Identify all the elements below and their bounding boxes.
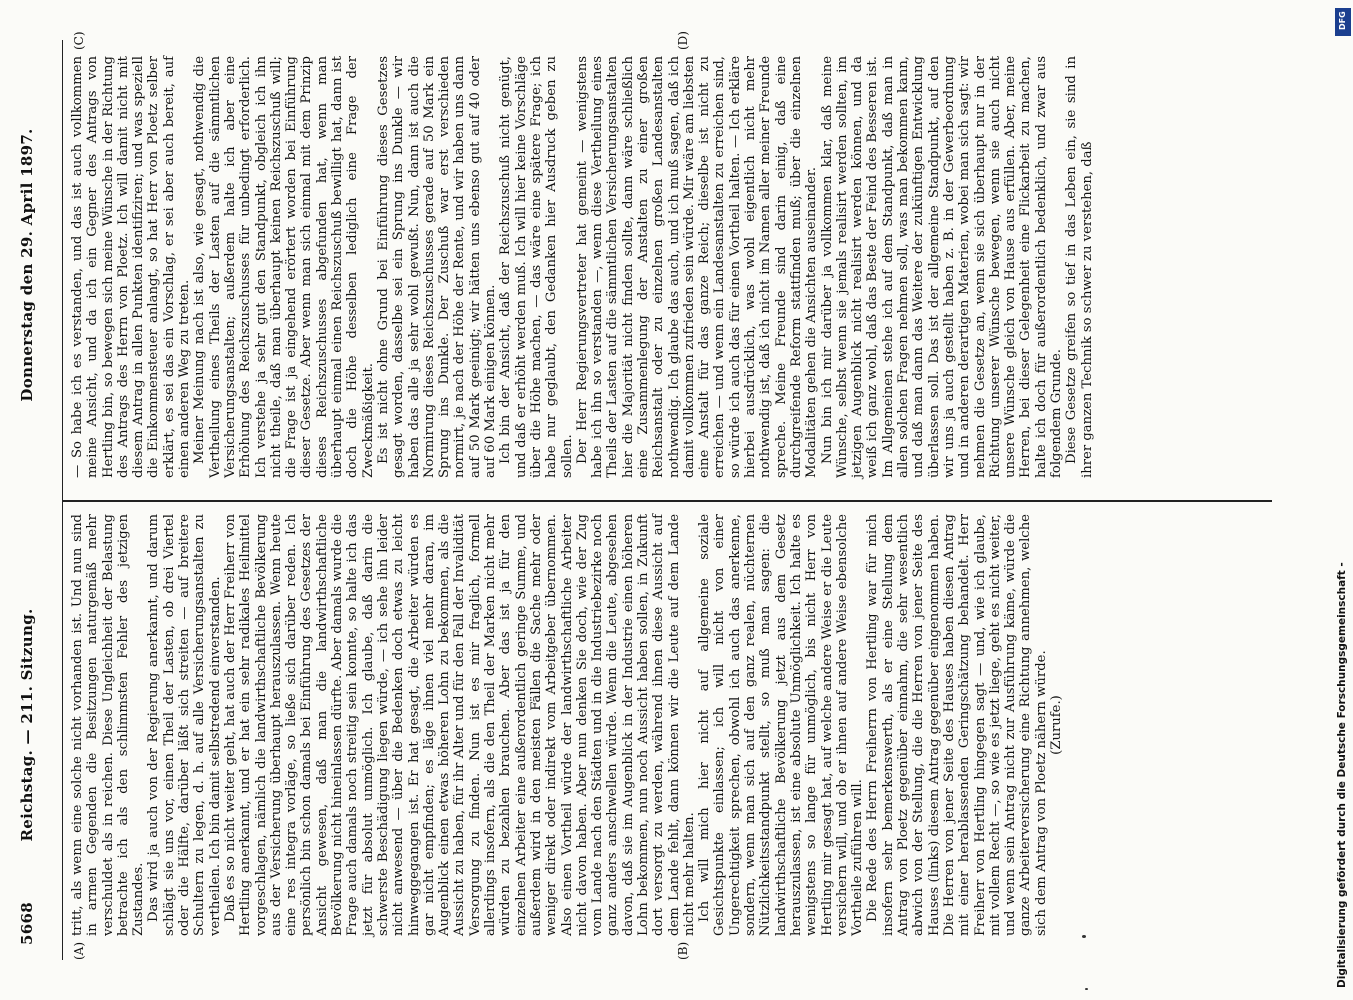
paragraph: Der Herr Regierungsvertreter hat gemeint — wenigstens habe ich ihn so verstanden —, wenn diese Vertheilung eines Theils der Lasten auf die sämmtlichen Versicherungsanstalten hier die Majorität nicht finden sollte, dann wäre schließlich eine Zusammenlegung der Anstalten zu einer großen Reichsanstalt oder zu einzelnen großen Landesanstalten nothwendig. Ich glaube das auch, und ich muß sagen, daß ich damit vollkommen zufrieden sein würde. Mir wäre am liebsten eine Anstalt für das ganze Reich; dieselbe ist nicht zu erreichen — und wenn ein Landesanstalten zu erreichen sind, so würde ich auch das für einen Vortheil halten. — Ich erkläre hierbei ausdrücklich, was wohl eigentlich nicht mehr nothwendig ist, daß ich nicht im Namen aller meiner Freunde spreche. Meine Freunde sind darin einig, daß eine durchgreifende Reform stattfinden muß; über die einzelnen Modalitäten gehen die Ansichten auseinander. [574,56,820,478]
margin-mark-d: (D) [676,31,690,50]
dfg-logo-text: DFG [1338,11,1347,30]
page-number: 5668 [18,902,36,945]
scan-speck [1082,935,1086,938]
margin-mark-a: (A) [72,941,86,960]
paragraph: — So habe ich es verstanden, und das ist auch vollkommen meine Ansicht, und da ich ein Gegner des Antrags von Hertling bin, so bewegen sich meine Wünsche in der Richtung des Antrags des Herrn von Ploetz. Ich will damit nicht mit diesem Antrag in allen Punkten identifiziren; und was speziell die Einkommensteuer anlangt, so hat Herr von Ploetz selber erklärt, es sei das ein Vorschlag, er sei aber auch bereit, auf einen anderen Weg zu treten. [70,56,193,478]
paragraph: Daß es so nicht weiter geht, hat auch der Herr Freiherr von Hertling anerkannt, und er hat ein sehr radikales Heilmittel vorgeschlagen, nämlich die landwirthschaftliche Bevölkerung aus der Versicherung überhaupt herauszulassen. Wenn heute eine res integra vorläge, so ließe sich darüber reden. Ich persönlich bin schon damals bei Einführung des Gesetzes der Ansicht gewesen, daß man die landwirthschaftliche Bevölkerung nicht hineinlassen dürfte. Aber damals wurde die Frage auch damals noch streitig sein konnte, so halte ich das jetzt für absolut unmöglich. Ich glaube, daß darin die schwerste Beschädigung liegen würde, — ich sehe ihn leider nicht anwesend — über die Bedenken doch etwas zu leicht hinweggegangen ist. Er hat gesagt, die Arbeiter würden es gar nicht empfinden; es läge ihnen viel mehr daran, im Augenblick einen etwas höheren Lohn zu bekommen, als die Aussicht zu haben, für ihr Alter und für den Fall der Invalidität Versorgung zu finden. Nun ist es mir fraglich, formell allerdings insofern, als die den Theil der Marken nicht mehr würden zu bezahlen brauchen. Aber das ist ja für den einzelnen Arbeiter eine außerordentlich geringe Summe, und außerdem wird in den meisten Fällen die Sache mehr oder weniger direkt oder indirekt vom Arbeitgeber übernommen. Also einen Vortheil würde der landwirthschaftliche Arbeiter nicht davon haben. Aber nun denken Sie doch, wie der Zug vom Lande nach den Städten und in die Industriebezirke noch ganz anders anschwellen würde. Wenn die Leute, abgesehen davon, daß sie im Augenblick in der Industrie einen höheren Lohn bekommen, nun noch Aussicht haben sollen, in Zukunft dort versorgt zu werden, während ihnen diese Aussicht auf dem Lande fehlt, dann können wir die Leute auf dem Lande nicht mehr halten. [222,514,697,936]
column-divider [62,500,1272,502]
paragraph: Die Rede des Herrn Freiherrn von Hertling war für mich insofern sehr bemerkenswerth, als er eine Stellung dem Antrag von Ploetz gegenüber einnahm, die sehr wesentlich abwich von der Stellung, die die Herren von jener Seite des Hauses (links) diesem Antrag gegenüber eingenommen haben. Die Herren von jener Seite des Hauses haben diesen Antrag mit einer herablassenden Geringschätzung behandelt. Herr Freiherr von Hertling hingegen sagt — und, wie ich glaube, mit vollem Recht —, so wie es jetzt liege, geht es nicht weiter, und wenn sein Antrag nicht zur Ausführung käme, würde die ganze Arbeiterversicherung eine Richtung annehmen, welche sich dem Antrag von Ploetz nähern würde. [865,514,1049,936]
paragraph: Es ist nicht ohne Grund bei Einführung dieses Gesetzes gesagt worden, dasselbe sei ein Sprung ins Dunkle — wir haben das alle ja sehr wohl gewußt. Nun, dann ist auch die Normirung dieses Reichszuschusses gerade auf 50 Mark ein Sprung ins Dunkle. Der Zuschuß war erst verschieden normirt, je nach der Höhe der Rente, und wir haben uns dann auf 50 Mark geeinigt; wir hätten uns ebenso gut auf 40 oder auf 60 Mark einigen können. [375,56,499,478]
paragraph: (Zurufe.) [1049,695,1064,755]
paragraph: Ich will mich hier nicht auf allgemeine soziale Gesichtspunkte einlassen; ich will nicht von einer Ungerechtigkeit sprechen, obwohl ich auch das anerkenne, sondern, wenn man sich auf den ganz realen, nüchternen Nützlichkeitsstandpunkt stellt, so muß man sagen: die landwirthschaftliche Bevölkerung jetzt aus dem Gesetz herauszulassen, ist eine absolute Unmöglichkeit. Ich halte es wenigstens so lange für unmöglich, bis nicht Herr von Hertling mir gesagt hat, auf welche andere Weise er die Leute versichern will, und ob er ihnen auf andere Weise ebensolche Vortheile zuführen will. [697,514,866,936]
left-column [70,514,1064,936]
paragraph: Diese Gesetze greifen so tief in das Leben ein, sie sind in ihrer ganzen Technik so schwer zu verstehen, daß [1064,56,1095,478]
digitization-credit: Digitalisierung gefördert durch die Deutsche Forschungsgemeinschaft - [1336,562,1348,988]
dfg-logo [1335,8,1351,36]
paragraph: Meiner Meinung nach ist also, wie gesagt, nothwendig die Vertheilung eines Theils der Lasten auf die sämmtlichen Versicherungsanstalten; außerdem halte ich aber eine Erhöhung des Reichszuschusses für unbedingt erforderlich. Ich verstehe ja sehr gut den Standpunkt, obgleich ich ihn nicht theile, daß man überhaupt keinen Reichszuschuß will; die Frage ist ja eingehend erörtert worden bei Einführung dieser Gesetze. Aber wenn man sich einmal mit dem Prinzip dieses Reichszuschusses abgefunden hat, wenn man überhaupt einmal einen Reichszuschuß bewilligt hat, dann ist doch die Höhe desselben lediglich eine Frage der Zweckmäßigkeit. [192,56,376,478]
paragraph: Nun bin ich mir darüber ja vollkommen klar, daß meine Wünsche, selbst wenn sie jemals realisirt werden sollten, im jetzigen Augenblick nicht realisirt werden können, und da weiß ich ganz wohl, daß das Beste der Feind des Besseren ist. Im Allgemeinen stehe ich auf dem Standpunkt, daß man in allen solchen Fragen nehmen soll, was man bekommen kann, und daß man dann das Weitere der zukünftigen Entwicklung überlassen soll. Das ist der allgemeine Standpunkt, auf den wir uns ja auch gestellt haben z. B. in der Gewerbeordnung und in anderen derartigen Materien, wobei man sich sagt: wir nehmen die Gesetze an, wenn sie sich überhaupt nur in der Richtung unserer Wünsche bewegen, wenn sie auch nicht unsere Wünsche gleich von Hause aus erfüllen. Aber, meine Herren, bei dieser Gelegenheit eine Flickarbeit zu machen, halte ich doch für außerordentlich bedenklich, und zwar aus folgendem Grunde. [819,56,1064,478]
margin-mark-b: (B) [676,941,690,960]
paragraph: Ich bin der Ansicht, daß der Reichszuschuß nicht genügt, und daß er erhöht werden muß. Ich will hier keine Vorschläge über die Höhe machen, — das wäre eine spätere Frage; ich habe nur geglaubt, den Gedanken hier Ausdruck geben zu sollen. [498,56,575,478]
scan-speck [1085,988,1088,990]
margin-mark-c: (C) [72,31,86,50]
right-column [70,56,1095,478]
page-header [18,65,48,945]
header-left-title: Reichstag. — 211. Sitzung. [18,608,36,842]
header-right-title: Donnerstag den 29. April 1897. [18,128,36,402]
paragraph: Das wird ja auch von der Regierung anerkannt, und darum schlägt sie uns vor, einen Theil der Lasten, ob drei Viertel oder die Hälfte, darüber läßt sich streiten — auf breitere Schultern zu legen, d. h. auf alle Versicherungsanstalten zu vertheilen. Ich bin damit selbstredend einverstanden. [146,514,223,936]
paragraph: tritt, als wenn eine solche nicht vorhanden ist. Und nun sind in armen Gegenden die Besitzungen naturgemäß mehr verschuldet als in reichen. Diese Ungleichheit der Belastung betrachte ich als den schlimmsten Fehler des jetzigen Zustandes. [70,514,147,936]
